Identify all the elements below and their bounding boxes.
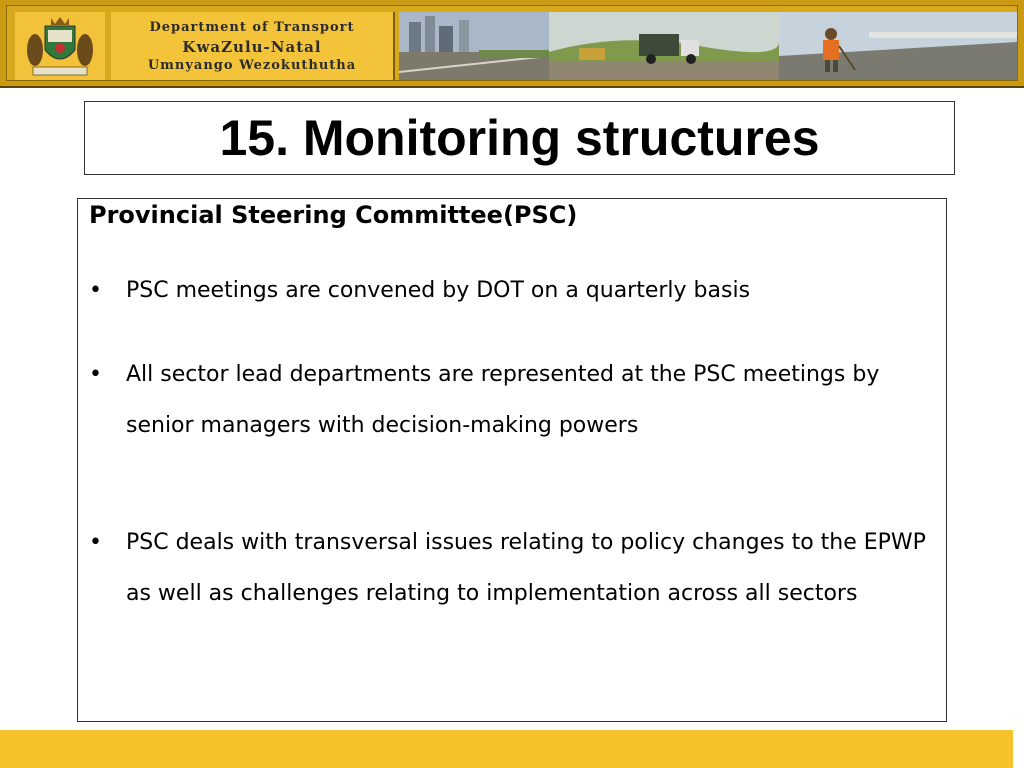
bullet-icon: • <box>89 362 102 387</box>
department-name-zulu: Umnyango Wezokuthutha <box>147 58 357 73</box>
slide-title: 15. Monitoring structures <box>219 110 820 166</box>
province-name: KwaZulu-Natal <box>182 38 322 56</box>
department-name-block <box>111 12 395 80</box>
header-banner-panel <box>6 5 1018 81</box>
content-heading: Provincial Steering Committee(PSC) <box>89 201 578 229</box>
title-frame <box>84 101 955 175</box>
footer-bar <box>0 730 1013 768</box>
coat-of-arms-icon <box>15 12 105 80</box>
road-worker-photo-icon <box>779 12 1017 80</box>
header-photo-strip <box>399 12 1017 80</box>
road-construction-photo-icon <box>549 12 779 80</box>
department-name: Department of Transport <box>149 20 355 35</box>
city-road-photo-icon <box>399 12 549 80</box>
header-banner <box>0 0 1024 88</box>
content-frame <box>77 198 947 722</box>
bullet-icon: • <box>89 530 102 555</box>
bullet-text: All sector lead departments are represented at the PSC meetings by senior managers with decision-making powers <box>126 362 880 438</box>
bullet-text: PSC meetings are convened by DOT on a quarterly basis <box>126 278 751 303</box>
bullet-icon: • <box>89 278 102 303</box>
bullet-text: PSC deals with transversal issues relating to policy changes to the EPWP as well as challenges relating to implementation across all sectors <box>126 530 926 606</box>
